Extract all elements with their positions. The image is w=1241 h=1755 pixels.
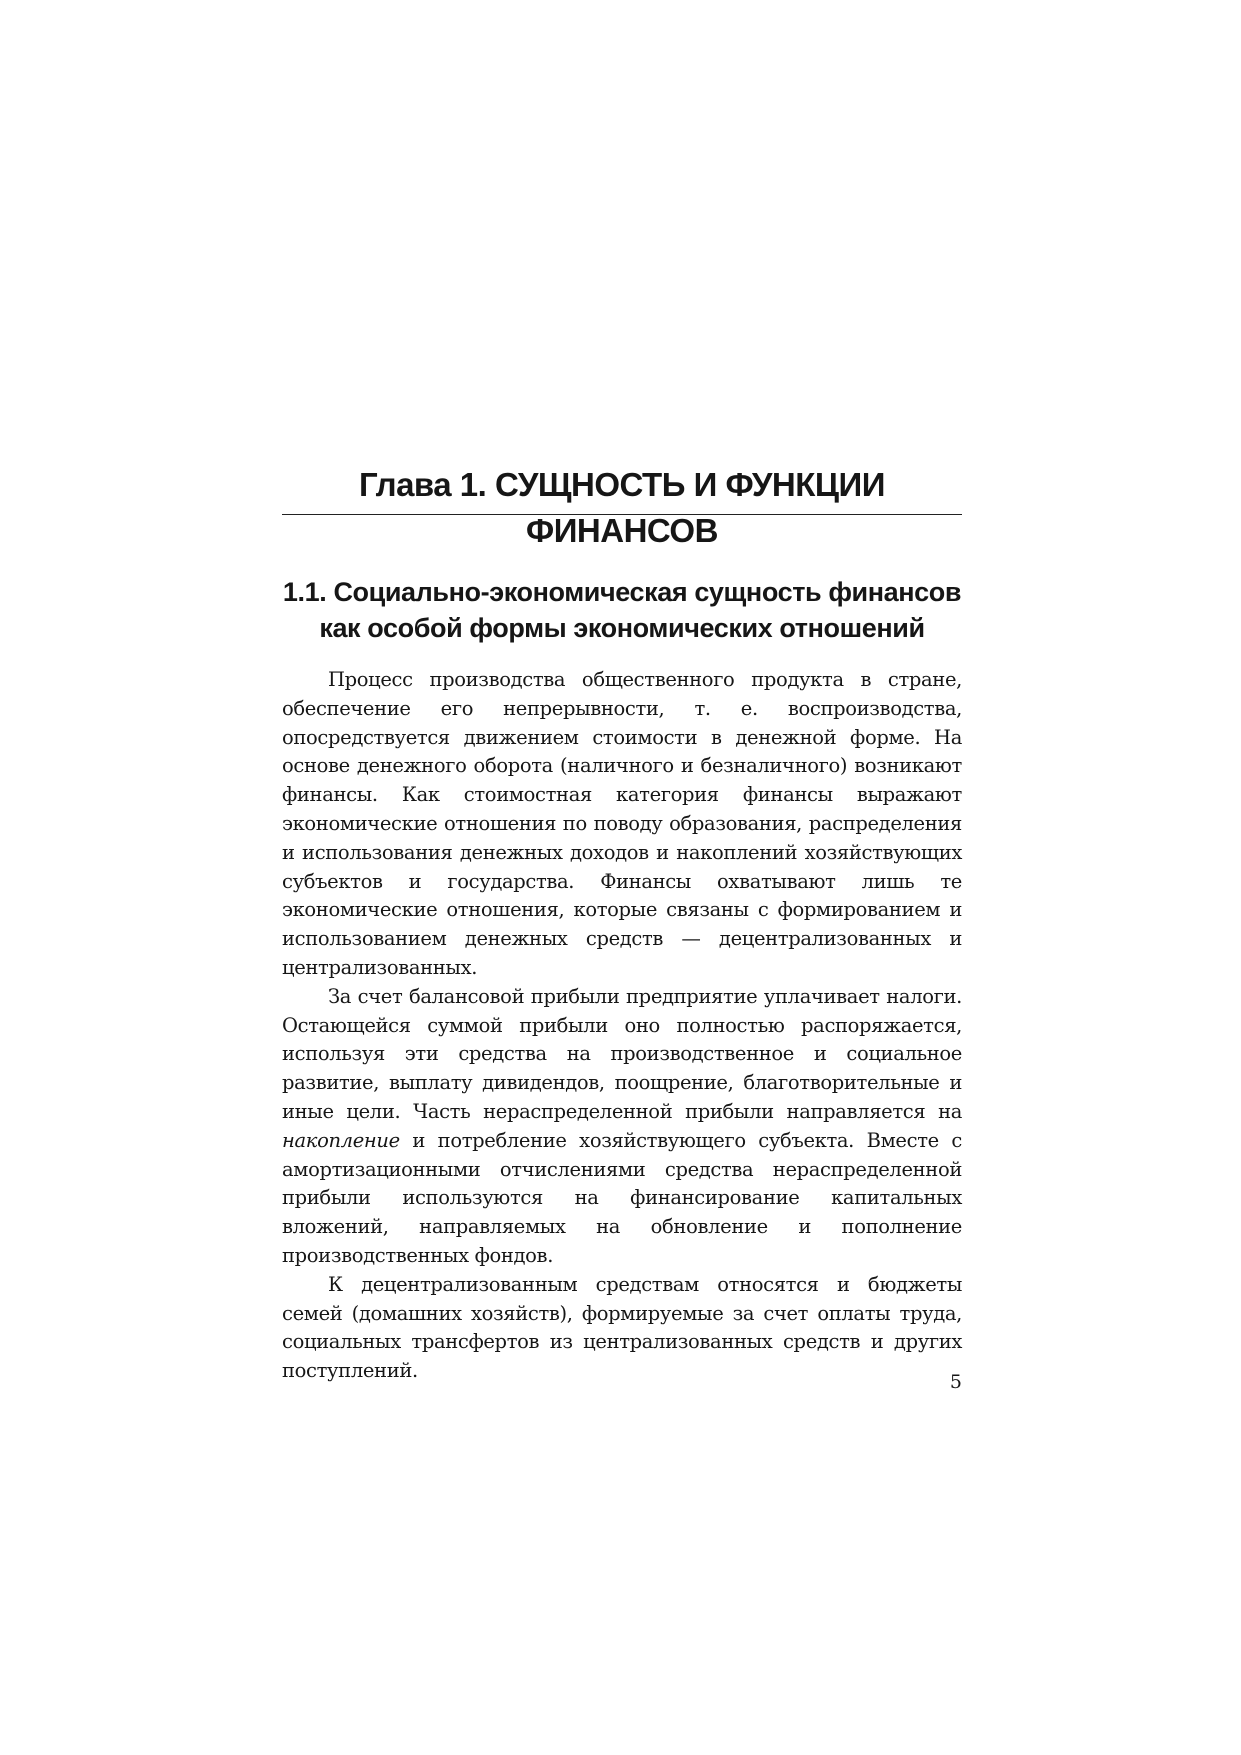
paragraph-2-part-2: и потребление хозяйствующего субъекта. Вместе с амортизационными отчислениями средства нераспределенной прибыли используются на финансирование капитальных вложений, направляемых на обновление и пополнение производственных фондов. [282, 1128, 962, 1267]
section-title [282, 574, 962, 646]
body-text [282, 666, 962, 1386]
paragraph-1: Процесс производства общественного продукта в стране, обеспечение его непрерывности, т. е. воспроизводства, опосредствуется движением стоимости в денежной форме. На основе денежного оборота (наличного и безналичного) возникают финансы. Как стоимостная категория финансы выражают экономические отношения по поводу образования, распределения и использования денежных доходов и накоплений хозяйствующих субъектов и государства. Финансы охватывают лишь те экономические отношения, которые связаны с формированием и использованием денежных средств — децентрализованных и централизованных. [282, 668, 962, 979]
paragraph-2 [282, 983, 962, 1271]
book-page [282, 0, 962, 1755]
paragraph-2-part-1: За счет балансовой прибыли предприятие уплачивает налоги. Остающейся суммой прибыли оно полностью распоряжается, используя эти средства на производственное и социальное развитие, выплату дивидендов, поощрение, благотворительные и иные цели. Часть нераспределенной прибыли направляется на [282, 984, 962, 1123]
emphasized-term: накопление [282, 1128, 400, 1152]
paragraph-3: К децентрализованным средствам относятся и бюджеты семей (домашних хозяйств), формируемые за счет оплаты труда, социальных трансфертов из централизованных средств и других поступлений. [282, 1272, 962, 1383]
chapter-divider [282, 514, 962, 515]
section-title-line-1: 1.1. Социально-экономическая сущность финансов [282, 577, 962, 607]
page-number: 5 [949, 1371, 962, 1393]
chapter-title: Глава 1. СУЩНОСТЬ И ФУНКЦИИ ФИНАНСОВ [359, 466, 885, 549]
section-title-line-2: как особой формы экономических отношений [319, 613, 925, 643]
